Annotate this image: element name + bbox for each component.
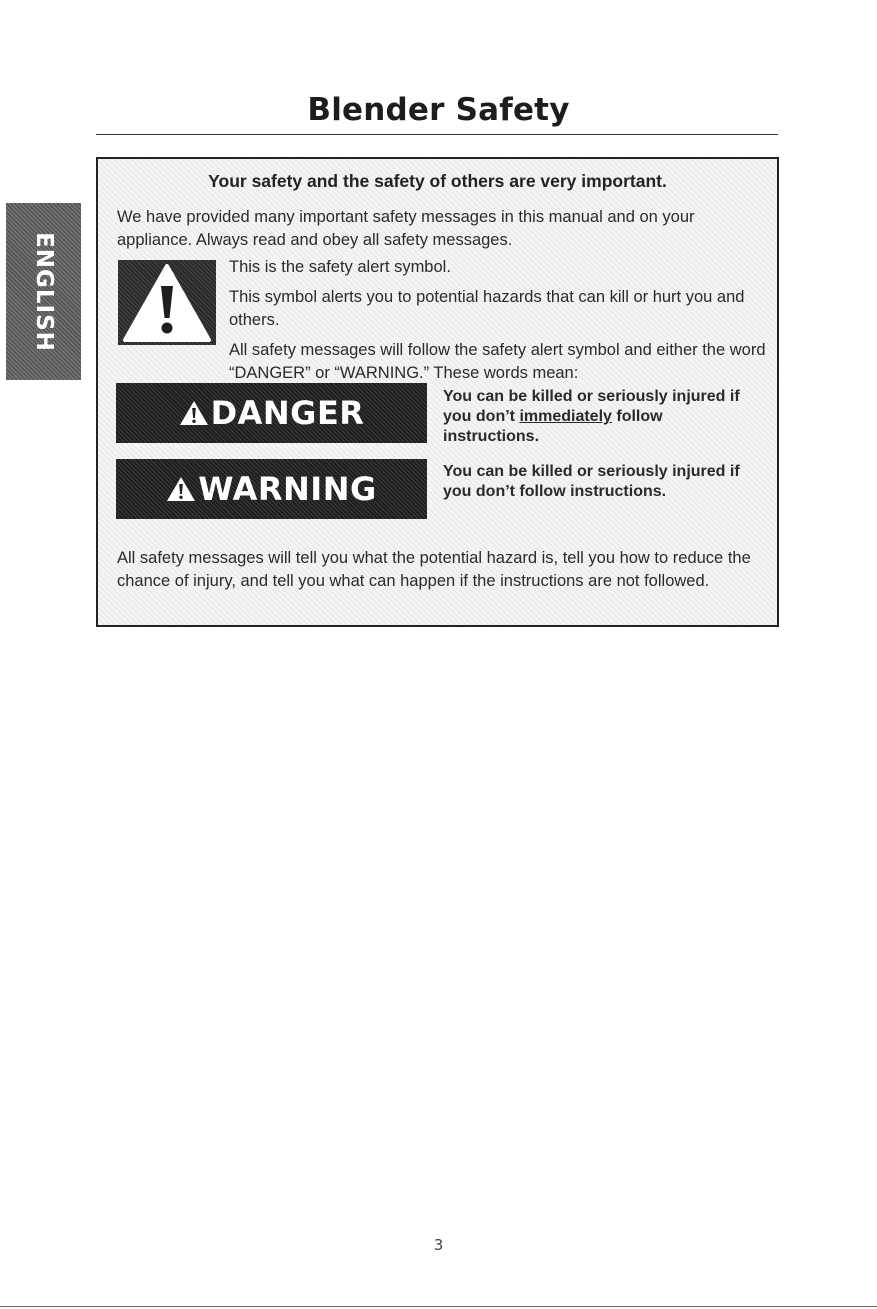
danger-word: DANGER — [210, 394, 365, 432]
alert-symbol-text: This is the safety alert symbol. — [229, 258, 451, 276]
safety-outro: All safety messages will tell you what the potential hazard is, tell you how to reduce the chance of injury, and tell you what can happen if the instructions are not followed. — [117, 549, 751, 590]
danger-alert-icon — [179, 399, 209, 427]
safety-message-box — [96, 157, 779, 627]
warning-word: WARNING — [198, 470, 377, 508]
safety-intro: We have provided many important safety messages in this manual and on your appliance. Always read and obey all safety messages. — [117, 208, 695, 249]
title-rule — [96, 134, 778, 135]
alert-symbol-meaning: This symbol alerts you to potential hazards that can kill or hurt you and others. — [229, 288, 745, 329]
bottom-rule — [0, 1306, 877, 1307]
danger-signal-box — [116, 383, 427, 443]
signal-words-explanation: All safety messages will follow the safety alert symbol and either the word “DANGER” or “WARNING.” These words mean: — [229, 341, 766, 382]
warning-signal-box — [116, 459, 427, 519]
danger-emphasis: immediately — [519, 408, 612, 425]
page-number: 3 — [433, 1236, 444, 1254]
safety-heading: Your safety and the safety of others are very important. — [208, 171, 667, 191]
warning-description: You can be killed or seriously injured if you don’t follow instructions. — [443, 463, 740, 500]
language-tab — [6, 203, 81, 380]
danger-description: You can be killed or seriously injured if you don’t immediately follow instructions. — [443, 388, 740, 445]
page-title: Blender Safety — [307, 92, 570, 128]
language-tab-label: ENGLISH — [30, 231, 57, 352]
warning-alert-icon — [166, 475, 196, 503]
safety-alert-triangle-icon — [118, 260, 216, 345]
